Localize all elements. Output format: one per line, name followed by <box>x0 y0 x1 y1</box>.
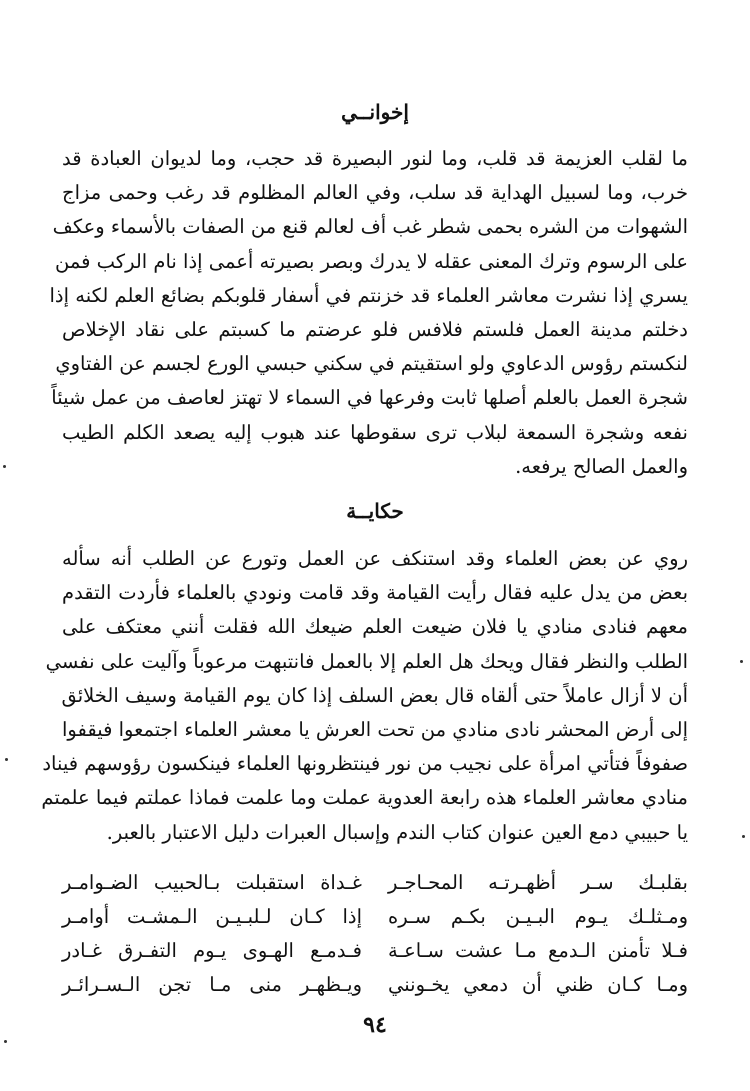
text-line: والعمل الصالح يرفعه. <box>515 454 688 478</box>
text-line: معهم فنادى منادي يا فلان ضيعت العلم ضيعك الله فقلت أنني معتكف على <box>62 615 688 639</box>
paragraph-hikaya <box>41 542 688 850</box>
scan-speck <box>742 835 745 838</box>
text-line: دخلتم مدينة العمل فلستم فلافس فلو عرضتم ما كسبتم على نقاد الإخلاص <box>62 318 688 342</box>
poem-verse <box>62 866 688 900</box>
poem-hemistich-first: فـلا تأمنن الـدمع مـا عشت سـاعـة <box>388 939 688 962</box>
poem-hemistich-first: ومـا كـان ظني أن دمعي يخـونني <box>388 973 688 996</box>
scan-speck <box>3 465 6 468</box>
poem-verse <box>62 934 688 968</box>
text-line: الشهوات من الشره بحمى شطر غب أف لعالم قنع من الصفات بالأسماء وعكف <box>52 215 688 239</box>
section-heading-hikaya: حكايــة <box>346 499 404 523</box>
scan-speck <box>4 1040 7 1043</box>
poem-hemistich-second: غـداة استقبلت بـالحبيب الضـوامـر <box>62 871 362 894</box>
scan-speck <box>740 660 743 663</box>
text-line: نفعه وشجرة السمعة لبلاب ترى سقوطها عند هبوب إليه يصعد الكلم الطيب <box>62 420 688 444</box>
paragraph-ikhwani <box>49 142 688 484</box>
text-line: شجرة العمل بالعلم أصلها ثابت وفرعها في السماء لا تهتز لعاصف من عمل شيئاً <box>51 386 688 410</box>
poem-hemistich-second: ويـظهـر منى مـا تجن الـسـرائـر <box>62 973 362 996</box>
text-line: الطلب والنظر فقال ويحك هل العلم إلا بالعمل فانتبهت مرعوباً وآليت على نفسي <box>45 649 688 673</box>
text-line: منادي معاشر العلماء هذه رابعة العدوية عملت وما علمت فماذا عملتم فيما علمتم <box>41 786 688 810</box>
text-line: لنكستم رؤوس الدعاوي ولو استقيتم في سكني حبسي الورع لجسم عن الفتاوي <box>55 352 688 376</box>
section-heading-ikhwani: إخوانــي <box>341 100 409 124</box>
text-line: خرب، وما لسبيل الهداية قد سلب، وفي العالم المظلوم قد رغب وحمى مزاج <box>62 181 688 205</box>
poem-hemistich-second: إذا كـان لـلبـيـن الـمشـت أوامـر <box>62 905 362 928</box>
page-number: ٩٤ <box>363 1012 387 1038</box>
text-line: أن لا أزال عاملاً حتى ألقاه قال بعض السلف إذا كان يوم القيامة وسيف الخلائق <box>61 683 688 707</box>
poem-hemistich-first: بقلبـك سـر أظهـرتـه المحـاجـر <box>388 871 688 894</box>
poem-hemistich-first: ومـثلـك يـوم البـيـن بكـم سـره <box>388 905 688 928</box>
text-line: على الرسوم وترك المعنى عقله لا يدرك وبصر بصيرته أعمى إذا نام الركب فمن <box>55 249 688 273</box>
text-line: إلى أرض المحشر نادى منادي من تحت العرش يا معشر العلماء اجتمعوا فيقفوا <box>61 718 688 742</box>
scan-speck <box>5 758 8 761</box>
poem-hemistich-second: فـدمـع الهـوى يـوم التفـرق غـادر <box>62 939 362 962</box>
text-line: ما لقلب العزيمة قد قلب، وما لنور البصيرة قد حجب، وما لديوان العبادة قد <box>62 147 688 170</box>
text-line: يسري إذا نشرت معاشر العلماء قد خزنتم في أسفار قلوبكم بضائع العلم لكنه إذا <box>49 283 688 307</box>
text-line: روي عن بعض العلماء وقد استنكف عن العمل وتورع عن الطلب أنه سأله <box>62 547 688 570</box>
text-line: بعض من يدل عليه فقال رأيت القيامة وقد قامت ونودي بالعلماء فأردت التقدم <box>62 581 688 605</box>
poem-verse <box>62 968 688 1002</box>
poem-verse <box>62 900 688 934</box>
poem-verses <box>62 866 688 1002</box>
text-line: صفوفاً فتأتي امرأة على نجيب من نور فينتظرونها العلماء فينكسون رؤوسهم فيناد <box>42 752 688 776</box>
text-line: يا حبيبي دمع العين عنوان كتاب الندم وإسبال العبرات دليل الاعتبار بالعبر. <box>106 820 688 844</box>
